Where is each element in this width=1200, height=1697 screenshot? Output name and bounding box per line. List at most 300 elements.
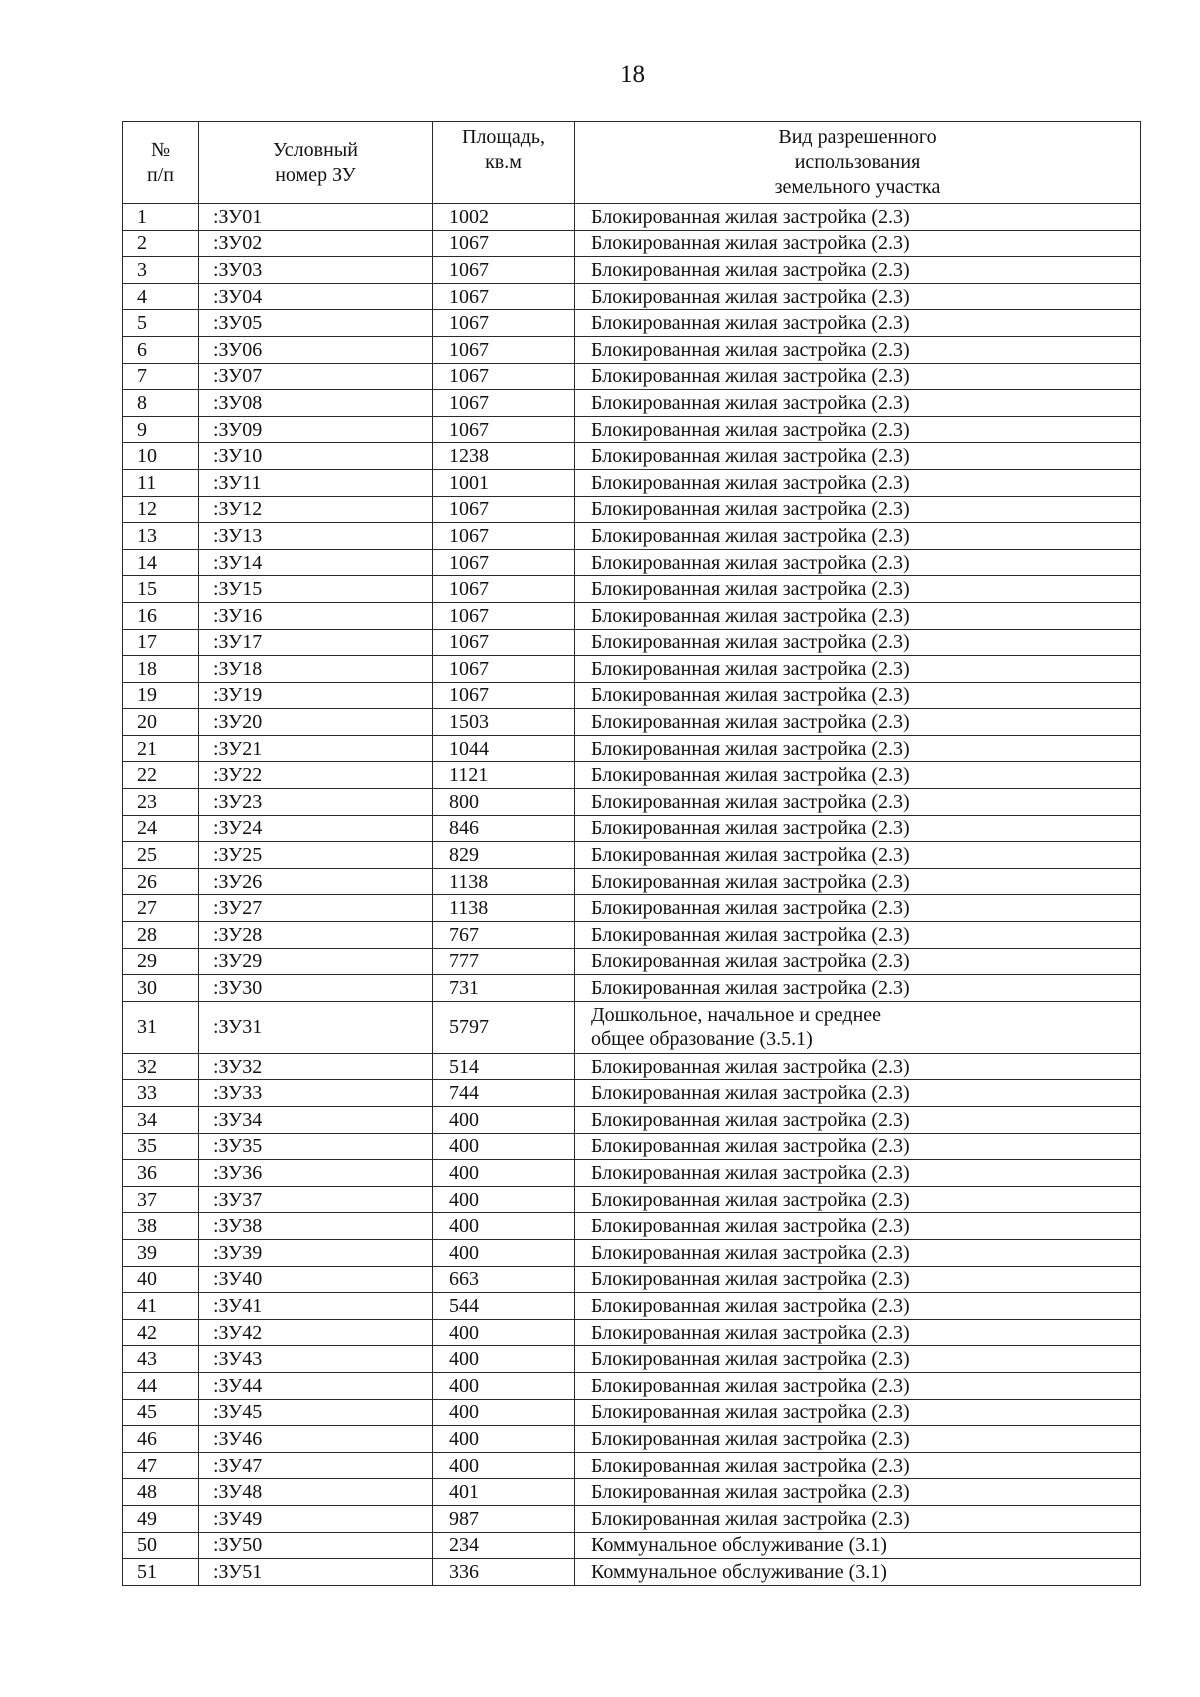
row-number: 15 — [123, 576, 199, 603]
plot-code: :ЗУ47 — [199, 1452, 433, 1479]
permitted-use — [575, 390, 1141, 417]
table-row — [123, 1505, 1141, 1532]
permitted-use-line: Блокированная жилая застройка (2.3) — [591, 657, 910, 680]
row-number: 32 — [123, 1053, 199, 1080]
permitted-use — [575, 1293, 1141, 1320]
permitted-use — [575, 204, 1141, 231]
header-number-line: п/п — [147, 163, 174, 186]
plot-area: 1067 — [433, 363, 575, 390]
row-number: 19 — [123, 682, 199, 709]
row-number: 26 — [123, 868, 199, 895]
table-row — [123, 416, 1141, 443]
plot-area: 400 — [433, 1426, 575, 1453]
permitted-use-line: Блокированная жилая застройка (2.3) — [591, 950, 910, 973]
table-row — [123, 1080, 1141, 1107]
permitted-use-line: Блокированная жилая застройка (2.3) — [591, 870, 910, 893]
row-number: 9 — [123, 416, 199, 443]
row-number: 41 — [123, 1293, 199, 1320]
permitted-use — [575, 1133, 1141, 1160]
plot-code: :ЗУ08 — [199, 390, 433, 417]
plot-code: :ЗУ05 — [199, 310, 433, 337]
table-row — [123, 1239, 1141, 1266]
table-row — [123, 762, 1141, 789]
permitted-use-line: Блокированная жилая застройка (2.3) — [591, 1481, 910, 1504]
table-row — [123, 629, 1141, 656]
row-number: 40 — [123, 1266, 199, 1293]
plot-code: :ЗУ41 — [199, 1293, 433, 1320]
plot-area: 1503 — [433, 709, 575, 736]
row-number: 1 — [123, 204, 199, 231]
row-number: 7 — [123, 363, 199, 390]
plot-code: :ЗУ39 — [199, 1239, 433, 1266]
plot-code: :ЗУ23 — [199, 789, 433, 816]
row-number: 43 — [123, 1346, 199, 1373]
permitted-use-line: Дошкольное, начальное и среднее — [591, 1004, 882, 1027]
plot-code: :ЗУ25 — [199, 842, 433, 869]
row-number: 42 — [123, 1319, 199, 1346]
permitted-use-line: Блокированная жилая застройка (2.3) — [591, 1454, 910, 1477]
header-number-line: № — [150, 138, 171, 161]
table-row — [123, 975, 1141, 1002]
plot-code: :ЗУ21 — [199, 735, 433, 762]
plot-area: 777 — [433, 948, 575, 975]
permitted-use-line: Блокированная жилая застройка (2.3) — [591, 604, 910, 627]
table-row — [123, 1426, 1141, 1453]
row-number: 5 — [123, 310, 199, 337]
permitted-use-line: Блокированная жилая застройка (2.3) — [591, 205, 910, 228]
permitted-use — [575, 1160, 1141, 1187]
plot-code: :ЗУ35 — [199, 1133, 433, 1160]
table-row — [123, 1346, 1141, 1373]
permitted-use-line: Блокированная жилая застройка (2.3) — [591, 524, 910, 547]
row-number: 4 — [123, 283, 199, 310]
permitted-use-line: Блокированная жилая застройка (2.3) — [591, 498, 910, 521]
permitted-use-line: Блокированная жилая застройка (2.3) — [591, 1215, 910, 1238]
permitted-use-line: Блокированная жилая застройка (2.3) — [591, 1082, 910, 1105]
permitted-use-line: Блокированная жилая застройка (2.3) — [591, 1055, 910, 1078]
permitted-use-line: общее образование (3.5.1) — [591, 1028, 813, 1051]
permitted-use-line: Блокированная жилая застройка (2.3) — [591, 1135, 910, 1158]
row-number: 36 — [123, 1160, 199, 1187]
permitted-use — [575, 1426, 1141, 1453]
permitted-use — [575, 1532, 1141, 1559]
table-row — [123, 1319, 1141, 1346]
plot-code: :ЗУ03 — [199, 257, 433, 284]
plot-area: 1238 — [433, 443, 575, 470]
table-body — [123, 204, 1141, 1586]
permitted-use-line: Блокированная жилая застройка (2.3) — [591, 1427, 910, 1450]
table-row — [123, 523, 1141, 550]
header-row — [123, 122, 1141, 204]
permitted-use-line: Блокированная жилая застройка (2.3) — [591, 1321, 910, 1344]
permitted-use-line: Блокированная жилая застройка (2.3) — [591, 1188, 910, 1211]
row-number: 29 — [123, 948, 199, 975]
header-area-line: кв.м — [485, 151, 522, 173]
row-number: 27 — [123, 895, 199, 922]
permitted-use — [575, 1372, 1141, 1399]
plot-area: 1002 — [433, 204, 575, 231]
plot-area: 234 — [433, 1532, 575, 1559]
table-row — [123, 310, 1141, 337]
permitted-use — [575, 948, 1141, 975]
permitted-use — [575, 868, 1141, 895]
header-permitted-use-line: использования — [794, 151, 921, 173]
permitted-use-line: Блокированная жилая застройка (2.3) — [591, 1294, 910, 1317]
table-row — [123, 576, 1141, 603]
plot-code: :ЗУ16 — [199, 602, 433, 629]
plot-code: :ЗУ04 — [199, 283, 433, 310]
plot-code: :ЗУ30 — [199, 975, 433, 1002]
plot-area: 1067 — [433, 576, 575, 603]
permitted-use — [575, 656, 1141, 683]
row-number: 3 — [123, 257, 199, 284]
row-number: 14 — [123, 549, 199, 576]
table-row — [123, 1479, 1141, 1506]
permitted-use — [575, 416, 1141, 443]
table-row — [123, 1160, 1141, 1187]
table-row — [123, 682, 1141, 709]
plot-area: 400 — [433, 1239, 575, 1266]
permitted-use-line: Блокированная жилая застройка (2.3) — [591, 471, 910, 494]
plot-area: 731 — [433, 975, 575, 1002]
row-number: 44 — [123, 1372, 199, 1399]
plot-area: 400 — [433, 1452, 575, 1479]
plot-area: 987 — [433, 1505, 575, 1532]
permitted-use-line: Блокированная жилая застройка (2.3) — [591, 365, 910, 388]
plot-area: 400 — [433, 1399, 575, 1426]
permitted-use-line: Блокированная жилая застройка (2.3) — [591, 578, 910, 601]
table-row — [123, 1532, 1141, 1559]
plot-area: 400 — [433, 1213, 575, 1240]
plot-area: 663 — [433, 1266, 575, 1293]
row-number: 31 — [123, 1001, 199, 1053]
plot-area: 1121 — [433, 762, 575, 789]
plot-area: 1044 — [433, 735, 575, 762]
plot-area: 1067 — [433, 416, 575, 443]
row-number: 17 — [123, 629, 199, 656]
permitted-use — [575, 1319, 1141, 1346]
plot-area: 1067 — [433, 336, 575, 363]
plot-code: :ЗУ07 — [199, 363, 433, 390]
table-row — [123, 283, 1141, 310]
plot-code: :ЗУ31 — [199, 1001, 433, 1053]
row-number: 38 — [123, 1213, 199, 1240]
permitted-use-line: Блокированная жилая застройка (2.3) — [591, 711, 910, 734]
header-permitted-use-line: Вид разрешенного — [778, 126, 937, 148]
table-row — [123, 709, 1141, 736]
plot-code: :ЗУ15 — [199, 576, 433, 603]
permitted-use-line: Коммунальное обслуживание (3.1) — [591, 1560, 887, 1583]
permitted-use — [575, 922, 1141, 949]
plot-code: :ЗУ06 — [199, 336, 433, 363]
permitted-use — [575, 975, 1141, 1002]
table-row — [123, 922, 1141, 949]
row-number: 48 — [123, 1479, 199, 1506]
land-plots-table — [122, 121, 1141, 1586]
plot-area: 336 — [433, 1559, 575, 1586]
row-number: 10 — [123, 443, 199, 470]
plot-area: 767 — [433, 922, 575, 949]
permitted-use — [575, 842, 1141, 869]
plot-code: :ЗУ32 — [199, 1053, 433, 1080]
permitted-use — [575, 1346, 1141, 1373]
permitted-use — [575, 363, 1141, 390]
plot-area: 1001 — [433, 469, 575, 496]
row-number: 18 — [123, 656, 199, 683]
plot-area: 400 — [433, 1160, 575, 1187]
permitted-use — [575, 789, 1141, 816]
plot-code: :ЗУ20 — [199, 709, 433, 736]
permitted-use-line: Блокированная жилая застройка (2.3) — [591, 551, 910, 574]
table-row — [123, 1399, 1141, 1426]
permitted-use-line: Блокированная жилая застройка (2.3) — [591, 418, 910, 441]
permitted-use — [575, 682, 1141, 709]
permitted-use-line: Блокированная жилая застройка (2.3) — [591, 285, 910, 308]
permitted-use — [575, 629, 1141, 656]
plot-area: 5797 — [433, 1001, 575, 1053]
permitted-use-line: Блокированная жилая застройка (2.3) — [591, 1108, 910, 1131]
permitted-use — [575, 895, 1141, 922]
plot-code: :ЗУ33 — [199, 1080, 433, 1107]
header-permitted-use-line: земельного участка — [774, 176, 941, 198]
table-row — [123, 868, 1141, 895]
row-number: 22 — [123, 762, 199, 789]
permitted-use — [575, 735, 1141, 762]
header-area-line: Площадь, — [462, 126, 545, 148]
permitted-use — [575, 1080, 1141, 1107]
plot-code: :ЗУ11 — [199, 469, 433, 496]
plot-area: 544 — [433, 1293, 575, 1320]
table-row — [123, 336, 1141, 363]
row-number: 24 — [123, 815, 199, 842]
permitted-use — [575, 523, 1141, 550]
plot-area: 829 — [433, 842, 575, 869]
plot-code: :ЗУ40 — [199, 1266, 433, 1293]
plot-code: :ЗУ13 — [199, 523, 433, 550]
table-row — [123, 204, 1141, 231]
permitted-use-line: Блокированная жилая застройка (2.3) — [591, 737, 910, 760]
permitted-use-line: Блокированная жилая застройка (2.3) — [591, 1401, 910, 1424]
table-header — [123, 122, 1141, 204]
plot-code: :ЗУ26 — [199, 868, 433, 895]
table-row — [123, 390, 1141, 417]
permitted-use-line: Коммунальное обслуживание (3.1) — [591, 1534, 887, 1557]
permitted-use-line: Блокированная жилая застройка (2.3) — [591, 1241, 910, 1264]
permitted-use-line: Блокированная жилая застройка (2.3) — [591, 338, 910, 361]
permitted-use-line: Блокированная жилая застройка (2.3) — [591, 790, 910, 813]
plot-code: :ЗУ46 — [199, 1426, 433, 1453]
permitted-use — [575, 283, 1141, 310]
permitted-use — [575, 1505, 1141, 1532]
plot-code: :ЗУ42 — [199, 1319, 433, 1346]
permitted-use — [575, 469, 1141, 496]
plot-code: :ЗУ36 — [199, 1160, 433, 1187]
plot-code: :ЗУ27 — [199, 895, 433, 922]
table-row — [123, 1293, 1141, 1320]
permitted-use-line: Блокированная жилая застройка (2.3) — [591, 312, 910, 335]
plot-area: 1067 — [433, 230, 575, 257]
permitted-use — [575, 762, 1141, 789]
permitted-use — [575, 1186, 1141, 1213]
plot-area: 1067 — [433, 310, 575, 337]
plot-area: 400 — [433, 1346, 575, 1373]
permitted-use-line: Блокированная жилая застройка (2.3) — [591, 684, 910, 707]
permitted-use — [575, 1001, 1141, 1053]
table-row — [123, 815, 1141, 842]
header-permitted-use — [575, 122, 1141, 204]
permitted-use — [575, 1213, 1141, 1240]
permitted-use — [575, 1452, 1141, 1479]
table-row — [123, 656, 1141, 683]
plot-code: :ЗУ09 — [199, 416, 433, 443]
row-number: 33 — [123, 1080, 199, 1107]
plot-area: 1067 — [433, 283, 575, 310]
table-row — [123, 1053, 1141, 1080]
table-row — [123, 363, 1141, 390]
permitted-use — [575, 549, 1141, 576]
plot-code: :ЗУ10 — [199, 443, 433, 470]
permitted-use-line: Блокированная жилая застройка (2.3) — [591, 1348, 910, 1371]
row-number: 46 — [123, 1426, 199, 1453]
permitted-use-line: Блокированная жилая застройка (2.3) — [591, 1268, 910, 1291]
header-plot-code-line: Условный — [273, 138, 358, 161]
row-number: 25 — [123, 842, 199, 869]
permitted-use — [575, 1479, 1141, 1506]
permitted-use — [575, 815, 1141, 842]
row-number: 35 — [123, 1133, 199, 1160]
plot-code: :ЗУ19 — [199, 682, 433, 709]
permitted-use — [575, 1239, 1141, 1266]
permitted-use — [575, 496, 1141, 523]
table-row — [123, 1452, 1141, 1479]
permitted-use-line: Блокированная жилая застройка (2.3) — [591, 232, 910, 255]
permitted-use-line: Блокированная жилая застройка (2.3) — [591, 1374, 910, 1397]
permitted-use-line: Блокированная жилая застройка (2.3) — [591, 1507, 910, 1530]
permitted-use — [575, 443, 1141, 470]
permitted-use-line: Блокированная жилая застройка (2.3) — [591, 764, 910, 787]
plot-area: 1067 — [433, 496, 575, 523]
permitted-use-line: Блокированная жилая застройка (2.3) — [591, 897, 910, 920]
plot-code: :ЗУ51 — [199, 1559, 433, 1586]
plot-area: 1067 — [433, 682, 575, 709]
header-number — [123, 122, 199, 204]
plot-area: 400 — [433, 1319, 575, 1346]
plot-code: :ЗУ24 — [199, 815, 433, 842]
table-row — [123, 1133, 1141, 1160]
table-row — [123, 948, 1141, 975]
permitted-use-line: Блокированная жилая застройка (2.3) — [591, 977, 910, 1000]
plot-code: :ЗУ14 — [199, 549, 433, 576]
permitted-use — [575, 1559, 1141, 1586]
permitted-use-line: Блокированная жилая застройка (2.3) — [591, 1161, 910, 1184]
plot-area: 1067 — [433, 549, 575, 576]
row-number: 21 — [123, 735, 199, 762]
permitted-use — [575, 257, 1141, 284]
row-number: 30 — [123, 975, 199, 1002]
row-number: 12 — [123, 496, 199, 523]
plot-code: :ЗУ17 — [199, 629, 433, 656]
plot-area: 1138 — [433, 868, 575, 895]
permitted-use — [575, 709, 1141, 736]
permitted-use — [575, 230, 1141, 257]
plot-area: 400 — [433, 1186, 575, 1213]
plot-code: :ЗУ44 — [199, 1372, 433, 1399]
plot-area: 744 — [433, 1080, 575, 1107]
permitted-use-line: Блокированная жилая застройка (2.3) — [591, 258, 910, 281]
row-number: 49 — [123, 1505, 199, 1532]
row-number: 51 — [123, 1559, 199, 1586]
row-number: 8 — [123, 390, 199, 417]
row-number: 37 — [123, 1186, 199, 1213]
permitted-use-line: Блокированная жилая застройка (2.3) — [591, 445, 910, 468]
row-number: 20 — [123, 709, 199, 736]
table-row — [123, 1559, 1141, 1586]
header-plot-code-line: номер ЗУ — [275, 163, 356, 186]
plot-area: 514 — [433, 1053, 575, 1080]
plot-code: :ЗУ01 — [199, 204, 433, 231]
header-area — [433, 122, 575, 204]
plot-code: :ЗУ12 — [199, 496, 433, 523]
permitted-use-line: Блокированная жилая застройка (2.3) — [591, 817, 910, 840]
plot-code: :ЗУ18 — [199, 656, 433, 683]
table-row — [123, 469, 1141, 496]
table-row — [123, 1372, 1141, 1399]
table-row — [123, 1213, 1141, 1240]
table-row — [123, 602, 1141, 629]
header-plot-code — [199, 122, 433, 204]
plot-area: 1138 — [433, 895, 575, 922]
row-number: 11 — [123, 469, 199, 496]
row-number: 47 — [123, 1452, 199, 1479]
table-row — [123, 230, 1141, 257]
plot-code: :ЗУ29 — [199, 948, 433, 975]
plot-area: 401 — [433, 1479, 575, 1506]
row-number: 2 — [123, 230, 199, 257]
table-row — [123, 1001, 1141, 1053]
plot-area: 1067 — [433, 257, 575, 284]
plot-area: 400 — [433, 1372, 575, 1399]
page-number: 18 — [620, 61, 645, 88]
table-row — [123, 257, 1141, 284]
plot-code: :ЗУ50 — [199, 1532, 433, 1559]
table-row — [123, 1107, 1141, 1134]
plot-code: :ЗУ34 — [199, 1107, 433, 1134]
row-number: 13 — [123, 523, 199, 550]
plot-code: :ЗУ22 — [199, 762, 433, 789]
table-row — [123, 496, 1141, 523]
table-row — [123, 443, 1141, 470]
row-number: 28 — [123, 922, 199, 949]
permitted-use — [575, 1399, 1141, 1426]
row-number: 6 — [123, 336, 199, 363]
permitted-use-line: Блокированная жилая застройка (2.3) — [591, 631, 910, 654]
permitted-use-line: Блокированная жилая застройка (2.3) — [591, 923, 910, 946]
permitted-use — [575, 576, 1141, 603]
row-number: 23 — [123, 789, 199, 816]
plot-area: 400 — [433, 1107, 575, 1134]
plot-area: 800 — [433, 789, 575, 816]
row-number: 34 — [123, 1107, 199, 1134]
plot-area: 1067 — [433, 523, 575, 550]
permitted-use — [575, 602, 1141, 629]
table-row — [123, 842, 1141, 869]
plot-code: :ЗУ43 — [199, 1346, 433, 1373]
plot-area: 846 — [433, 815, 575, 842]
permitted-use-line: Блокированная жилая застройка (2.3) — [591, 844, 910, 867]
table-row — [123, 1186, 1141, 1213]
plot-area: 400 — [433, 1133, 575, 1160]
permitted-use — [575, 336, 1141, 363]
